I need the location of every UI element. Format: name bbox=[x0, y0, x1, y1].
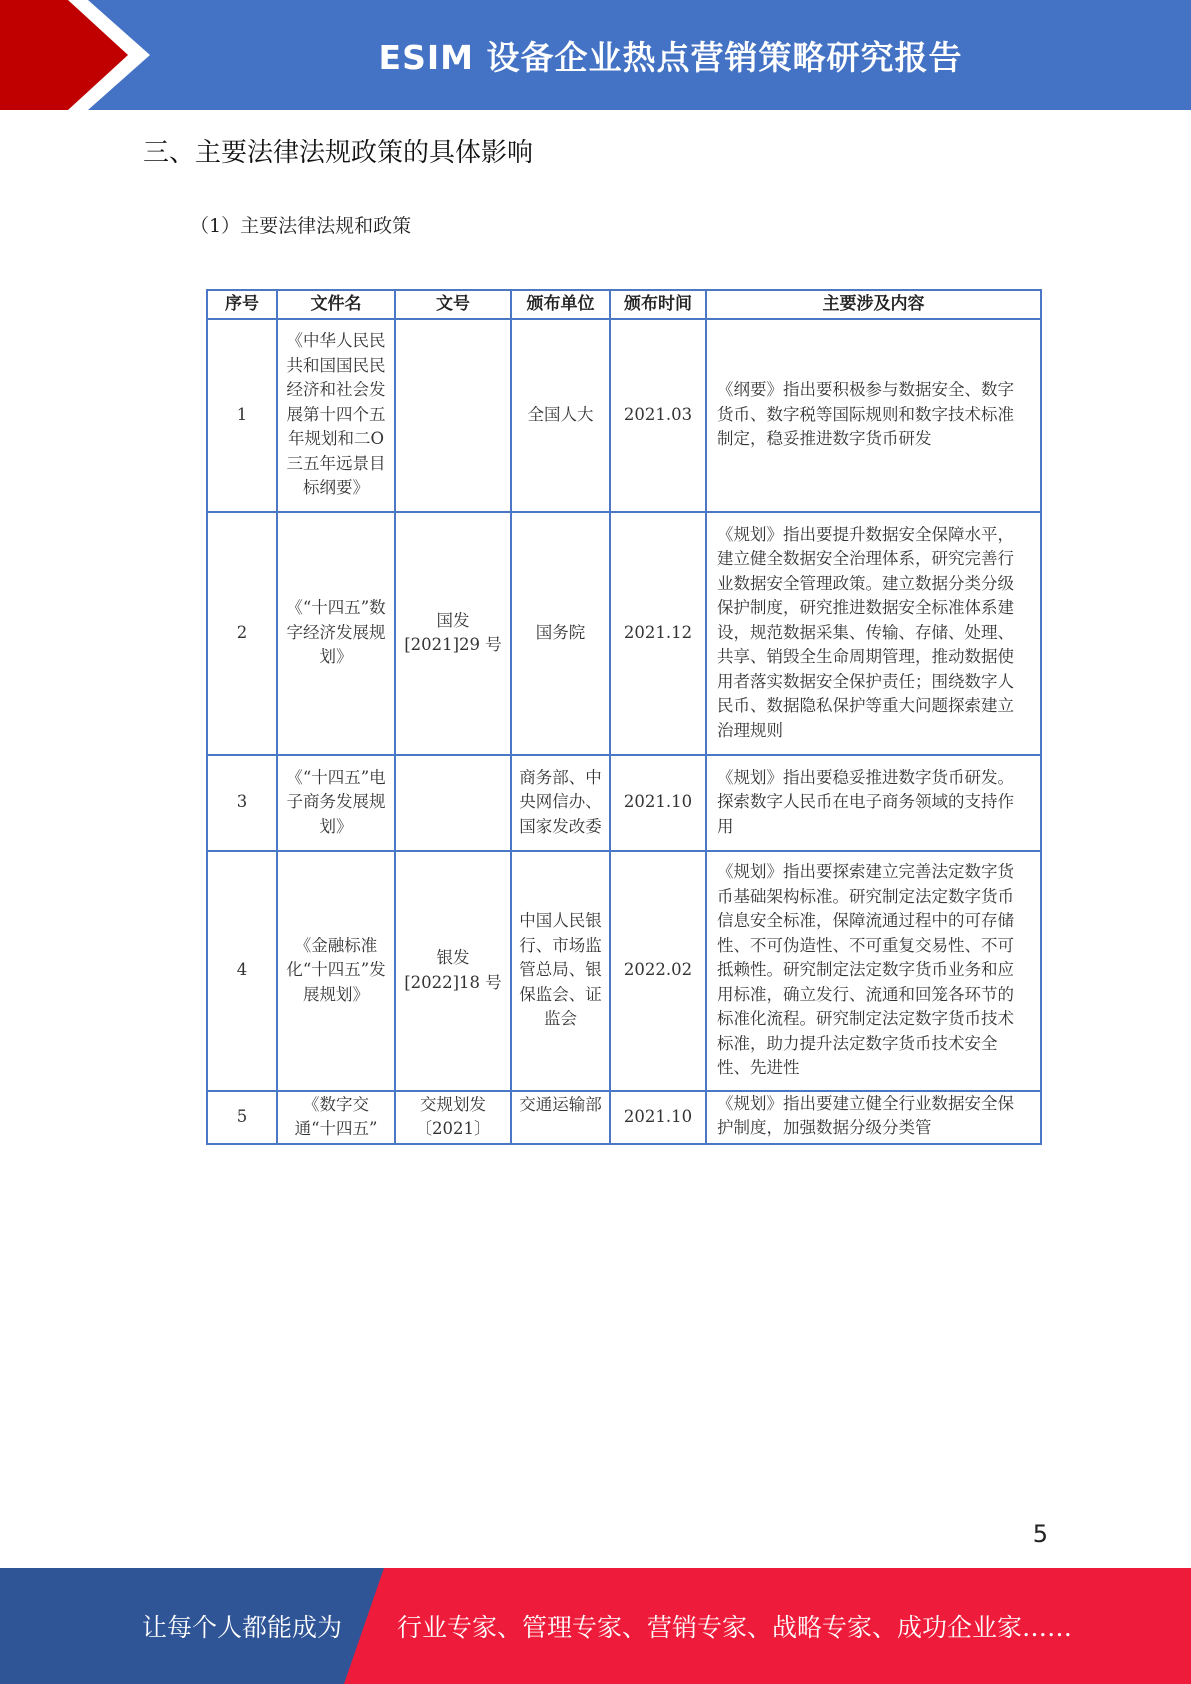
cell-no: 2 bbox=[207, 512, 277, 755]
table-header-row bbox=[207, 290, 1041, 319]
cell-issuer: 国务院 bbox=[511, 512, 610, 755]
cell-issuer: 中国人民银行、市场监管总局、银保监会、证监会 bbox=[511, 851, 610, 1091]
sub-heading: （1）主要法律法规和政策 bbox=[190, 215, 412, 237]
header-date: 颁布时间 bbox=[610, 290, 706, 319]
cell-name: 《数字交通“十四五” bbox=[277, 1091, 395, 1144]
cell-name: 《中华人民民共和国国民民经济和社会发展第十四个五年规划和二O三五年远景目标纲要》 bbox=[277, 319, 395, 512]
cell-doc-no: 交规划发〔2021〕 bbox=[395, 1091, 511, 1144]
cell-issuer: 交通运输部 bbox=[511, 1091, 610, 1144]
cell-doc-no bbox=[395, 319, 511, 512]
cell-content: 《规划》指出要稳妥推进数字货币研发。探索数字人民币在电子商务领域的支持作用 bbox=[706, 755, 1041, 851]
header-name: 文件名 bbox=[277, 290, 395, 319]
report-title: ESIM 设备企业热点营销策略研究报告 bbox=[378, 37, 963, 77]
cell-date: 2021.03 bbox=[610, 319, 706, 512]
cell-no: 1 bbox=[207, 319, 277, 512]
header-no: 序号 bbox=[207, 290, 277, 319]
page-number: 5 bbox=[1032, 1520, 1048, 1548]
cell-doc-no: 国发[2021]29 号 bbox=[395, 512, 511, 755]
footer-slogan-left: 让每个人都能成为 bbox=[142, 1613, 343, 1642]
policy-table bbox=[206, 289, 1040, 1145]
cell-doc-no bbox=[395, 755, 511, 851]
table-row bbox=[207, 512, 1041, 755]
header-arrow-decoration bbox=[0, 0, 150, 110]
header-doc-no: 文号 bbox=[395, 290, 511, 319]
cell-issuer: 商务部、中央网信办、国家发改委 bbox=[511, 755, 610, 851]
cell-name: 《“十四五”电子商务发展规划》 bbox=[277, 755, 395, 851]
cell-date: 2022.02 bbox=[610, 851, 706, 1091]
cell-doc-no: 银发[2022]18 号 bbox=[395, 851, 511, 1091]
cell-issuer: 全国人大 bbox=[511, 319, 610, 512]
section-heading: 三、主要法律法规政策的具体影响 bbox=[143, 138, 534, 168]
table-row bbox=[207, 755, 1041, 851]
cell-date: 2021.10 bbox=[610, 755, 706, 851]
cell-no: 4 bbox=[207, 851, 277, 1091]
cell-no: 5 bbox=[207, 1091, 277, 1144]
cell-date: 2021.12 bbox=[610, 512, 706, 755]
page-footer bbox=[0, 1568, 1191, 1684]
cell-no: 3 bbox=[207, 755, 277, 851]
cell-content: 《规划》指出要探索建立完善法定数字货币基础架构标准。研究制定法定数字货币信息安全标准，保障流通过程中的可存储性、不可伪造性、不可重复交易性、不可抵赖性。研究制定法定数字货币业务和应用标准，确立发行、流通和回笼各环节的标准化流程。研究制定法定数字货币技术标准，助力提升法定数字货币技术安全性、先进性 bbox=[706, 851, 1041, 1091]
table-row bbox=[207, 1091, 1041, 1144]
table-row bbox=[207, 851, 1041, 1091]
page-header bbox=[0, 0, 1191, 110]
cell-content: 《规划》指出要建立健全行业数据安全保护制度，加强数据分级分类管 bbox=[706, 1091, 1041, 1144]
cell-name: 《金融标准化“十四五”发展规划》 bbox=[277, 851, 395, 1091]
cell-content: 《规划》指出要提升数据安全保障水平，建立健全数据安全治理体系，研究完善行业数据安全管理政策。建立数据分类分级保护制度，研究推进数据安全标准体系建设，规范数据采集、传输、存储、处理、共享、销毁全生命周期管理，推动数据使用者落实数据安全保护责任；围绕数字人民币、数据隐私保护等重大问题探索建立治理规则 bbox=[706, 512, 1041, 755]
table-row bbox=[207, 319, 1041, 512]
footer-slogan-right: 行业专家、管理专家、营销专家、战略专家、成功企业家…… bbox=[397, 1613, 1073, 1642]
header-issuer: 颁布单位 bbox=[511, 290, 610, 319]
cell-name: 《“十四五”数字经济发展规划》 bbox=[277, 512, 395, 755]
cell-date: 2021.10 bbox=[610, 1091, 706, 1144]
header-content: 主要涉及内容 bbox=[706, 290, 1041, 319]
cell-content: 《纲要》指出要积极参与数据安全、数字货币、数字税等国际规则和数字技术标准制定，稳妥推进数字货币研发 bbox=[706, 319, 1041, 512]
